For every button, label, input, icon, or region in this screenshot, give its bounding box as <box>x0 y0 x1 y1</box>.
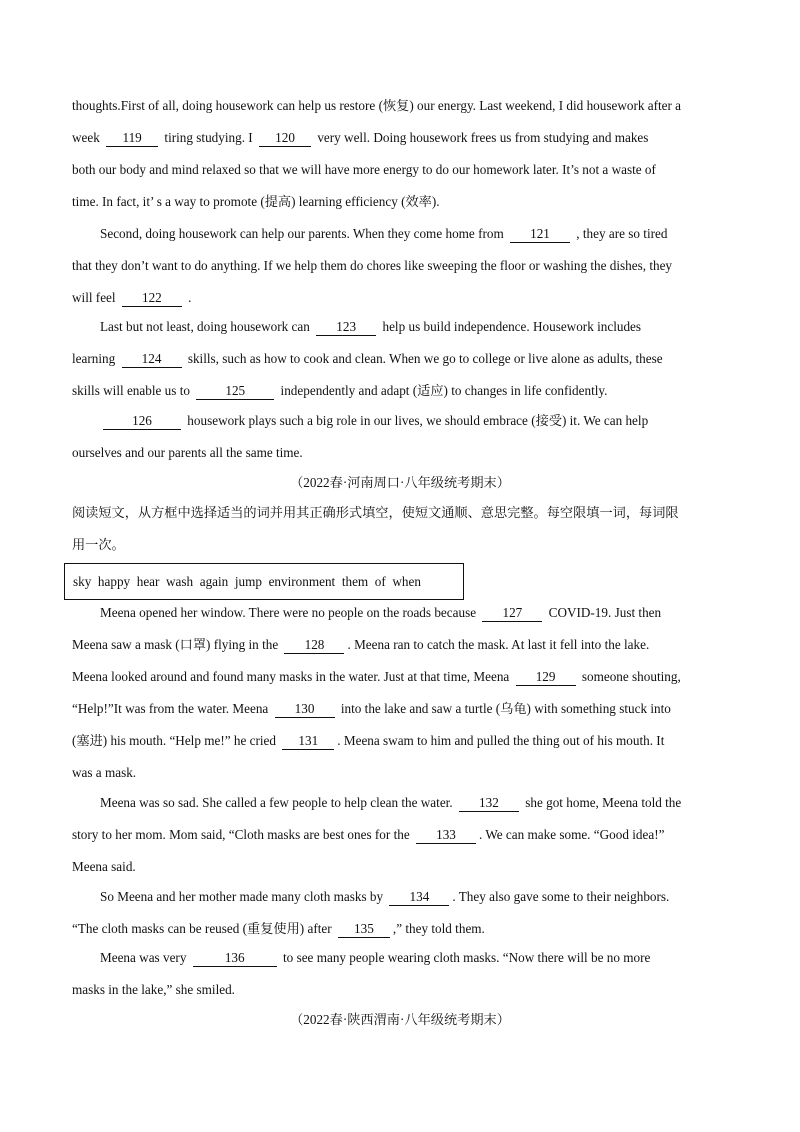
text: . Meena ran to catch the mask. At last it fell into the lake. <box>347 637 650 652</box>
source-citation: （2022春·陕西渭南·八年级统考期末） <box>290 1012 510 1027</box>
passage-line <box>72 980 235 1000</box>
text: (塞进) his mouth. “Help me!” he cried <box>72 733 276 748</box>
text: So Meena and her mother made many cloth masks by <box>100 889 384 904</box>
passage-line <box>72 349 663 369</box>
text: ourselves and our parents all the same time. <box>72 445 303 460</box>
passage-line <box>100 317 641 337</box>
text: tiring studying. I <box>164 130 253 145</box>
text: Meena was very <box>100 950 187 965</box>
blank-134[interactable]: 134 <box>389 887 449 907</box>
blank-133[interactable]: 133 <box>416 825 476 845</box>
text: was a mask. <box>72 765 137 780</box>
passage-line <box>100 887 669 907</box>
passage-line <box>72 857 136 877</box>
passage-line <box>72 919 485 939</box>
passage-line <box>72 128 648 148</box>
text: Meena saw a mask (口罩) flying in the <box>72 637 279 652</box>
passage-line <box>72 256 672 276</box>
text: , they are so tired <box>576 226 668 241</box>
passage-line <box>100 224 667 244</box>
blank-123[interactable]: 123 <box>316 317 376 337</box>
blank-127[interactable]: 127 <box>482 603 542 623</box>
text: story to her mom. Mom said, “Cloth masks are best ones for the <box>72 827 410 842</box>
text: Meena said. <box>72 859 136 874</box>
text: week <box>72 130 100 145</box>
text: . <box>188 290 192 305</box>
passage-line <box>72 192 440 212</box>
passage-line <box>72 288 191 308</box>
text: . We can make some. “Good idea!” <box>479 827 665 842</box>
text: . They also gave some to their neighbors. <box>452 889 670 904</box>
text: into the lake and saw a turtle (乌龟) with something stuck into <box>340 701 671 716</box>
passage-line <box>100 948 650 968</box>
text: that they don’t want to do anything. If we help them do chores like sweeping the floor or washing the dishes, they <box>72 258 673 273</box>
text: housework plays such a big role in our lives, we should embrace (接受) it. We can help <box>187 413 649 428</box>
passage-line <box>72 443 303 463</box>
word-bank: sky happy hear wash again jump environment them of when <box>73 574 421 589</box>
text: Meena was so sad. She called a few people to help clean the water. <box>100 795 453 810</box>
instruction-text: 用一次。 <box>72 537 125 552</box>
text: “The cloth masks can be reused (重复使用) after <box>72 921 332 936</box>
text: independently and adapt (适应) to changes in life confidently. <box>280 383 608 398</box>
passage-line <box>72 825 664 845</box>
passage-line <box>72 763 136 783</box>
passage-line <box>72 96 681 116</box>
blank-130[interactable]: 130 <box>275 699 335 719</box>
blank-125[interactable]: 125 <box>196 381 274 401</box>
blank-121[interactable]: 121 <box>510 224 570 244</box>
blank-120[interactable]: 120 <box>259 128 311 148</box>
text: to see many people wearing cloth masks. “Now there will be no more <box>283 950 651 965</box>
text: both our body and mind relaxed so that we will have more energy to do our homework later. It’s not a waste of <box>72 162 656 177</box>
text: she got home, Meena told the <box>525 795 682 810</box>
text: Meena looked around and found many masks in the water. Just at that time, Meena <box>72 669 510 684</box>
passage-line <box>100 603 661 623</box>
text: ,” they told them. <box>392 921 485 936</box>
passage-line <box>72 667 681 687</box>
passage-line <box>72 635 649 655</box>
blank-124[interactable]: 124 <box>122 349 182 369</box>
text: masks in the lake,” she smiled. <box>72 982 235 997</box>
text: thoughts.First of all, doing housework can help us restore (恢复) our energy. Last weekend, I did housework after a <box>72 98 682 113</box>
text: “Help!”It was from the water. Meena <box>72 701 269 716</box>
passage-line <box>72 731 664 751</box>
text: Second, doing housework can help our parents. When they come home from <box>100 226 504 241</box>
passage-line <box>100 793 681 813</box>
source-citation: （2022春·河南周口·八年级统考期末） <box>290 475 510 490</box>
blank-122[interactable]: 122 <box>122 288 182 308</box>
blank-129[interactable]: 129 <box>516 667 576 687</box>
passage-line <box>100 411 648 431</box>
blank-126[interactable]: 126 <box>103 411 181 431</box>
text: help us build independence. Housework includes <box>382 319 642 334</box>
instruction-text: 阅读短文，从方框中选择适当的词并用其正确形式填空，使短文通顺、意思完整。每空限填一词，每词限 <box>72 505 679 520</box>
text: someone shouting, <box>581 669 681 684</box>
text: time. In fact, it’ s a way to promote (提高) learning efficiency (效率). <box>72 194 440 209</box>
blank-128[interactable]: 128 <box>284 635 344 655</box>
text: learning <box>72 351 116 366</box>
blank-131[interactable]: 131 <box>282 731 334 751</box>
word-box <box>64 563 464 600</box>
text: . Meena swam to him and pulled the thing out of his mouth. It <box>337 733 665 748</box>
blank-119[interactable]: 119 <box>106 128 158 148</box>
passage-line <box>72 381 607 401</box>
text: will feel <box>72 290 116 305</box>
passage-line <box>72 699 671 719</box>
blank-136[interactable]: 136 <box>193 948 277 968</box>
blank-132[interactable]: 132 <box>459 793 519 813</box>
text: skills, such as how to cook and clean. When we go to college or live alone as adults, these <box>187 351 663 366</box>
text: Meena opened her window. There were no people on the roads because <box>100 605 477 620</box>
text: Last but not least, doing housework can <box>100 319 310 334</box>
blank-135[interactable]: 135 <box>338 919 390 939</box>
text: skills will enable us to <box>72 383 190 398</box>
text: very well. Doing housework frees us from studying and makes <box>317 130 649 145</box>
passage-line <box>72 160 656 180</box>
text: COVID-19. Just then <box>548 605 662 620</box>
